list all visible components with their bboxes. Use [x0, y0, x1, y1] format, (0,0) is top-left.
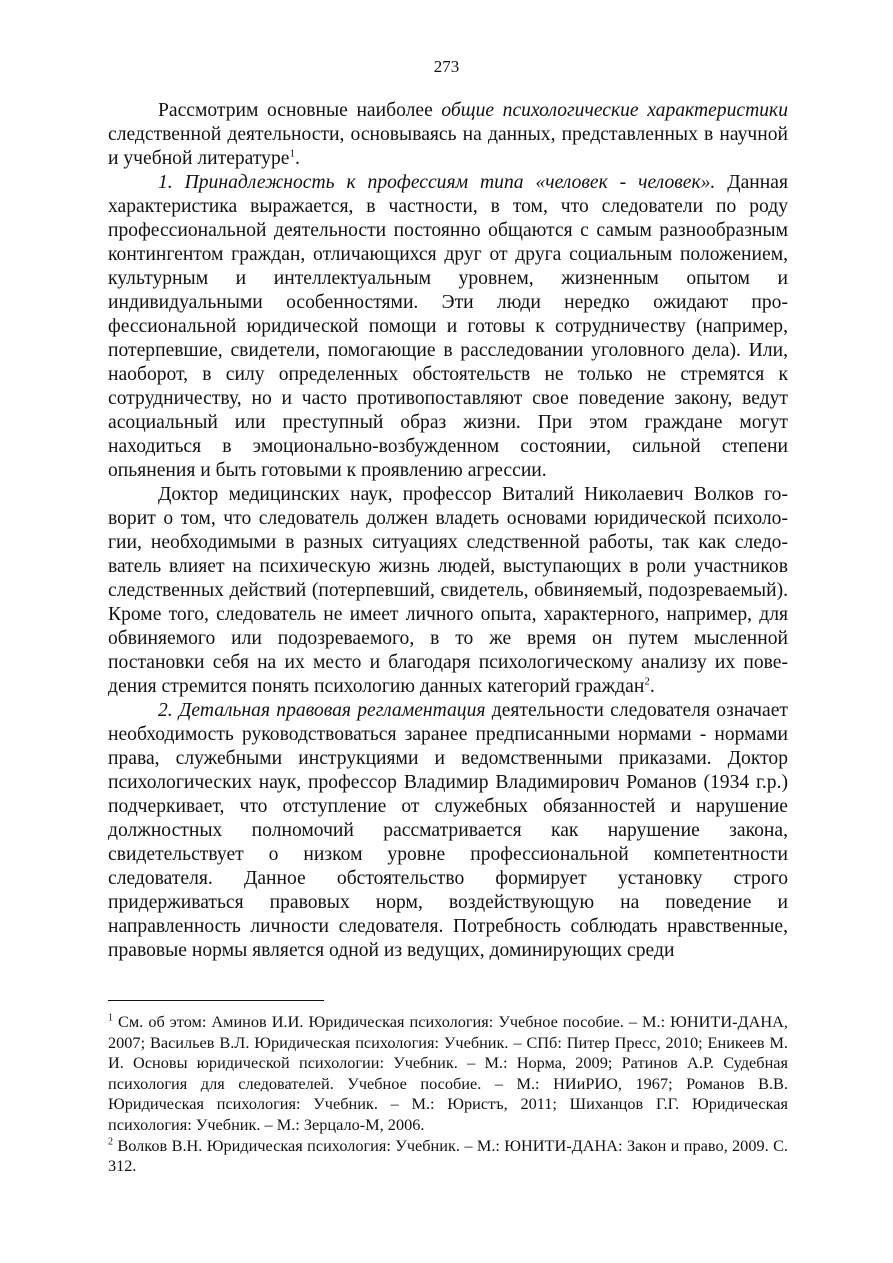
footnote-marker-2: 2 [108, 1136, 113, 1148]
footnote-marker-1: 1 [108, 1012, 113, 1024]
paragraph-regulation-body: деятельности следователя означает необходимость руководствоваться заранее предписанными нормами - нормами права, служебными инструкциями и ведомственными приказами. Доктор психологических наук, профессор Владимир Владимирович Романов (1934 г.р.) подчеркивает, что отступление от служебных обязанностей и нарушение должностных полномочий рассматривается как нарушение закона, свидетельствует о низком уровне профессиональной компетентности следователя. Данное обстоятельство формирует установку строго придерживаться правовых норм, воздействующую на поведение и направленность личности следователя. Потребность соблюдать нравственные, правовые нормы является одной из ведущих, доминирующих среди [108, 700, 788, 961]
paragraph-person-to-person-body: Данная характеристика выражается, в частности, в том, что следователи по роду профессиональной деятельности постоянно общаются с самым разнообразным контингентом граждан, отличающихся друг от друга социальным положением, культурным и интеллектуальным уровнем, жизненным опытом и индивидуальными особенностями. Эти люди нередко ожидают профессиональной юридической помощи и готовы к сотрудничеству (например, потерпевшие, свидетели, помогающие в расследовании уголовного дела). Или, наоборот, в силу определенных обстоятельств не только не стремятся к сотрудничеству, но и часто противопоставляют свое поведение закону, ведут асоциальный или преступный образ жизни. При этом граждане могут находиться в эмоционально-возбужденном состоянии, сильной степени опьянения и быть готовыми к проявлению агрессии. [108, 172, 788, 481]
footnotes [108, 1012, 788, 1177]
footnote-text-2: Волков В.Н. Юридическая психология: Учебник. – М.: ЮНИТИ-ДАНА: Закон и право, 2009. С. 312. [108, 1135, 788, 1176]
section-heading-2: 2. Детальная правовая регламентация [158, 700, 486, 721]
footnote-separator [108, 1000, 324, 1001]
paragraph-intro-body: следственной деятельности, основываясь на данных, представленных в научной и учебной литературе [108, 124, 788, 169]
paragraph-intro-lead: Рассмотрим основные наиболее [158, 100, 442, 121]
paragraph-volkov-end: . [649, 676, 655, 697]
footnote-1 [108, 1012, 788, 1136]
section-heading-1: 1. Принадлежность к профессиям типа «человек - человек». [158, 172, 716, 193]
paragraph-intro-end: . [294, 148, 300, 169]
paragraph-volkov [108, 483, 788, 699]
page-number: 273 [433, 57, 460, 76]
paragraph-volkov-body: Доктор медицинских наук, профессор Виталий Николаевич Волков говорит о том, что следователь должен владеть основами юридической психологии, необходимыми в разных ситуациях следственной работы, так как следователь влияет на психическую жизнь людей, выступающих в роли участников следственных действий (потерпевший, свидетель, обвиняемый, подозреваемый). Кроме того, следователь не имеет личного опыта, характерного, например, для обвиняемого или подозреваемого, в то же время он путем мысленной постановки себя на их место и благодаря психологическому анализу их поведения стремится понять психологию данных категорий граждан [108, 484, 788, 697]
paragraph-regulation [108, 699, 788, 963]
footnote-2 [108, 1136, 788, 1177]
paragraph-person-to-person [108, 171, 788, 483]
main-text [108, 99, 788, 963]
paragraph-intro-emphasis: общие психологические характеристики [441, 100, 788, 121]
footnote-ref-1[interactable]: 1 [289, 147, 295, 160]
paragraph-intro [108, 99, 788, 171]
footnote-text-1: См. об этом: Аминов И.И. Юридическая психология: Учебное пособие. – М.: ЮНИТИ-ДАНА, 2007; Васильев В.Л. Юридическая психология: Учебник. – СПб: Питер Пресс, 2010; Еникеев М. И. Основы юридической психологии: Учебник. – М.: Норма, 2009; Ратинов А.Р. Судебная психология для следователей. Учебное пособие. – М.: НИиРИО, 1967; Романов В.В. Юридическая психология: Учебник. – М.: Юристъ, 2011; Шиханцов Г.Г. Юридическая психология: Учебник. – М.: Зерцало-М, 2006. [108, 1012, 788, 1134]
footnote-ref-2[interactable]: 2 [644, 675, 650, 688]
